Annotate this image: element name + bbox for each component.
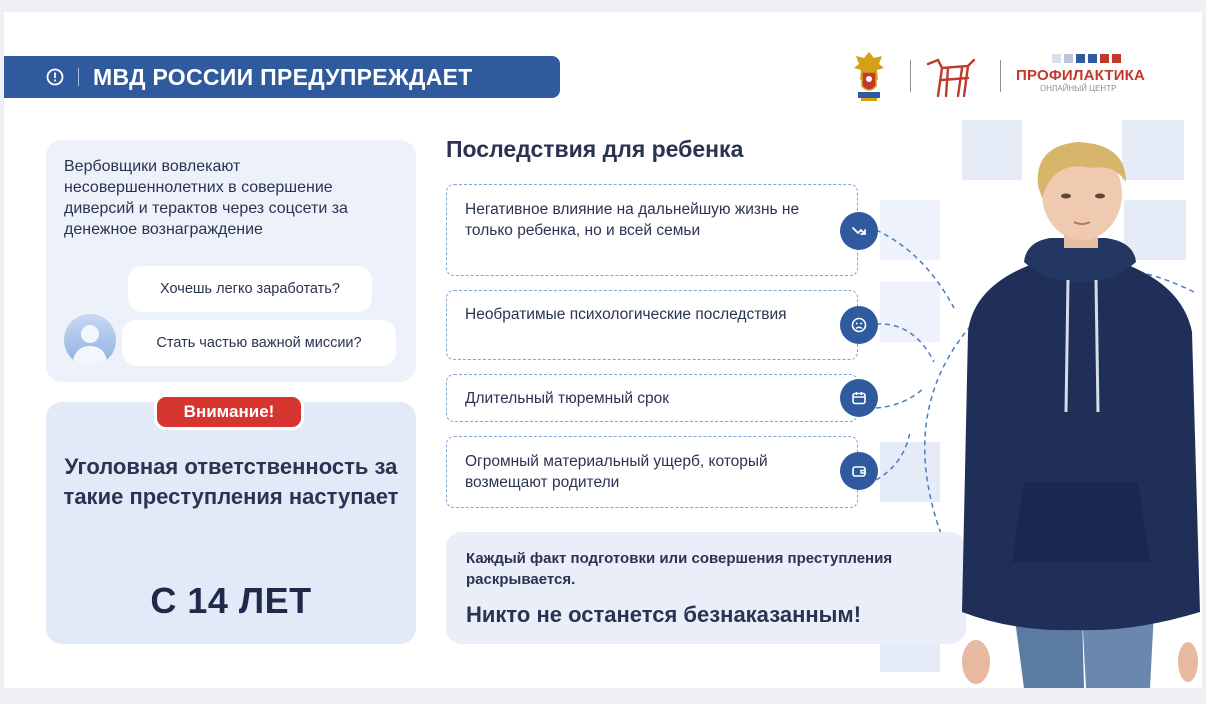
chat-bubble: Хочешь легко заработать? <box>128 266 372 312</box>
warning-text: Уголовная ответственность за такие преступления наступает <box>63 454 399 509</box>
consequence-text: Негативное влияние на дальнейшую жизнь не только ребенка, но и всей семьи <box>465 201 800 239</box>
warning-card <box>46 402 416 644</box>
consequence-text: Необратимые психологические последствия <box>465 306 787 323</box>
header-bar <box>4 56 560 98</box>
logo-title: ПРОФИЛАКТИКА <box>1016 67 1146 84</box>
mvd-emblem-icon <box>852 50 886 102</box>
note-headline: Никто не останется безнаказанным! <box>466 602 862 627</box>
consequence-text: Длительный тюремный срок <box>465 390 670 407</box>
consequence-text: Огромный материальный ущерб, который возмещают родители <box>465 453 768 491</box>
slide <box>4 12 1202 688</box>
consequence-item <box>446 374 858 422</box>
recruit-card <box>46 140 416 382</box>
wallet-icon <box>840 452 878 490</box>
logos <box>852 50 1172 106</box>
page-title: МВД РОССИИ ПРЕДУПРЕЖДАЕТ <box>93 63 473 90</box>
logo-divider <box>910 60 911 92</box>
consequence-item <box>446 290 858 360</box>
header-divider <box>78 68 79 86</box>
note-text: Каждый факт подготовки или совершения преступления раскрывается. <box>466 550 893 588</box>
logo-divider <box>1000 60 1001 92</box>
chat-bubble: Стать частью важной миссии? <box>122 320 396 366</box>
age-label: С 14 ЛЕТ <box>150 580 312 621</box>
horse-logo-icon <box>924 56 978 100</box>
recruit-text: Вербовщики вовлекают несовершеннолетних в совершение диверсий и терактов через соцсети за денежное вознаграждение <box>64 158 348 238</box>
profilaktika-logo <box>1016 54 1172 100</box>
consequences-title: Последствия для ребенка <box>446 136 744 162</box>
calendar-icon <box>840 379 878 417</box>
attention-badge: Внимание! <box>154 394 304 430</box>
teenager-photo <box>954 142 1202 688</box>
logo-squares <box>1052 54 1172 63</box>
avatar <box>64 314 116 366</box>
sad-face-icon <box>840 306 878 344</box>
logo-subtitle: ОНЛАЙНЫЙ ЦЕНТР <box>1040 84 1117 93</box>
alert-circle-icon <box>44 66 66 88</box>
consequence-item <box>446 184 858 276</box>
trend-down-icon <box>840 212 878 250</box>
consequence-item <box>446 436 858 508</box>
note-box <box>446 532 966 644</box>
